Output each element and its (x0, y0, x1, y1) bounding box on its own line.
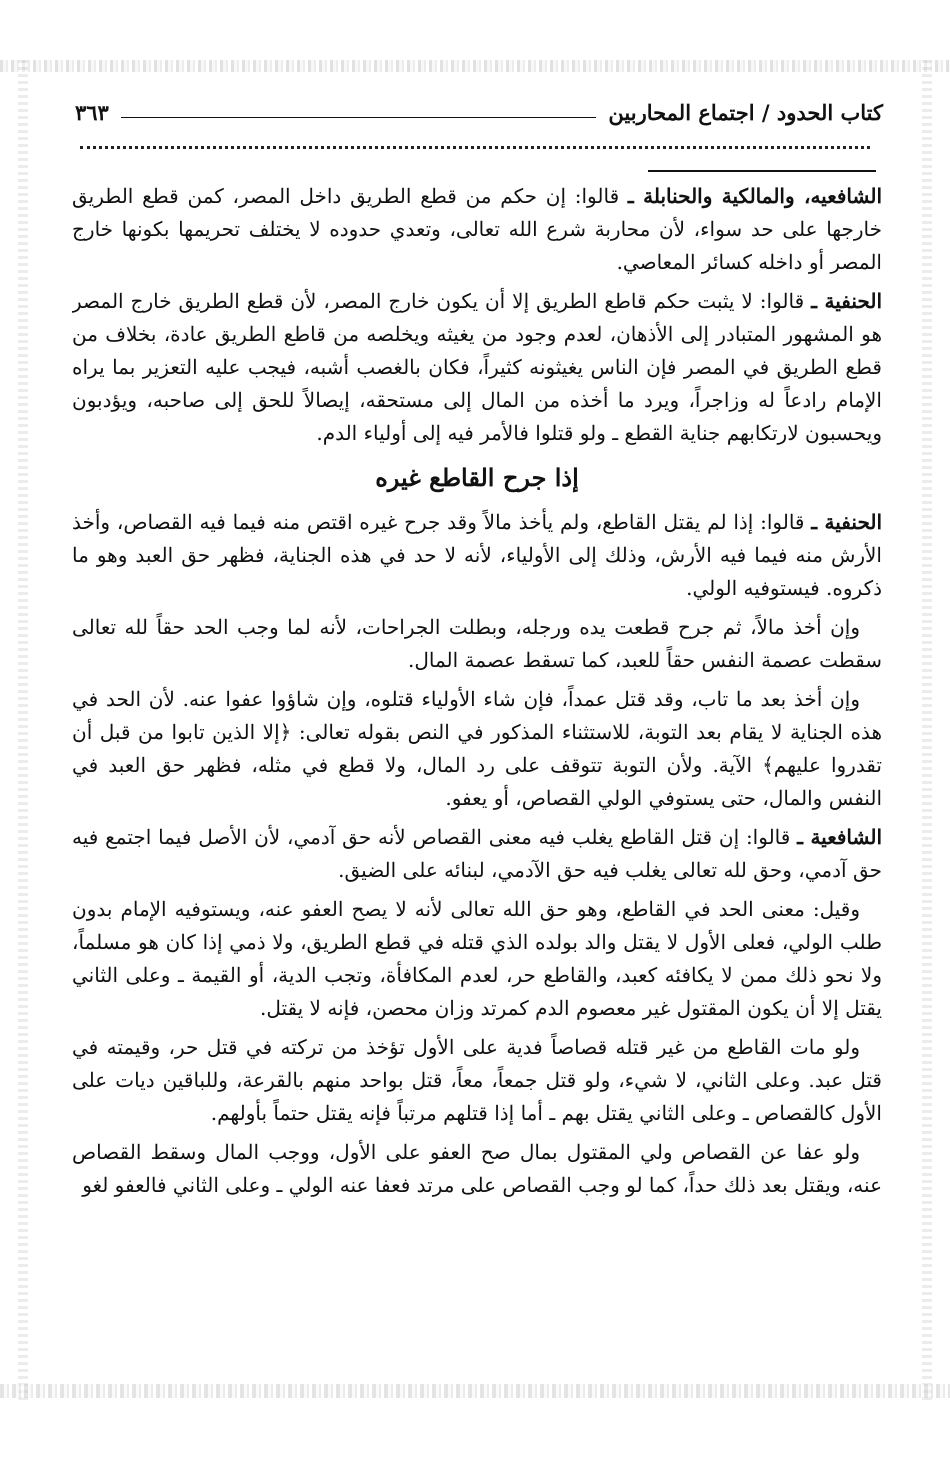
section-rule (648, 170, 876, 172)
dotted-divider (80, 146, 870, 155)
paragraph-another-view: وقيل: معنى الحد في القاطع، وهو حق الله تعالى لأنه لا يصح العفو عنه، ويستوفيه الإمام بدون طلب الولي، فعلى الأول لا يقتل والد بولده الذي قتله في قطع الطريق، ولا ذمي إذا كان هو مسلماً، ولا نحو ذلك ممن لا يكافئه كعبد، والقاطع حر، لعدم المكافأة، وتجب الدية، أو القيمة ـ وعلى الثاني يقتل إلا أن يكون المقتول غير معصوم الدم كمرتد وزان محصن، فإنه لا يقتل. (72, 897, 882, 1020)
scan-noise-bottom (0, 1384, 950, 1398)
paragraph-after-repentance: وإن أخذ بعد ما تاب، وقد قتل عمداً، فإن شاء الأولياء قتلوه، وإن شاؤوا عفوا عنه. لأن الحد في هذه الجناية لا يقام بعد التوبة، للاستثناء المذكور في النص بقوله تعالى: ﴿إلا الذين تابوا من قبل أن تقدروا عليهم﴾ الآية. ولأن التوبة تتوقف على رد المال، ولا قطع في مثله، فظهر حق العبد في النفس والمال، حتى يستوفي الولي القصاص، أو يعفو. (72, 687, 882, 810)
page-number: ٣٦٣ (75, 99, 109, 125)
running-title: كتاب الحدود / اجتماع المحاربين (608, 99, 883, 125)
scan-noise-right (922, 60, 932, 1400)
paragraph-text: قالوا: لا يثبت حكم قاطع الطريق إلا أن يكون خارج المصر، لأن قطع الطريق خارج المصر هو المشهور المتبادر إلى الأذهان، لعدم وجود من يغيثه ويخلصه من قاطع الطريق عادة، بخلاف من قطع الطريق في المصر فإن الناس يغيثونه كثيراً، فكان بالغصب أشبه، فيجب عليه التعزير بما يراه الإمام رادعاً له وزاجراً، ويرد ما أخذه من المال إلى مستحقه، إيصالاً للحق إلى صاحبه، ويؤدبون ويحسبون لارتكابهم جناية القطع ـ ولو قتلوا فالأمر فيه إلى أولياء الدم. (72, 289, 882, 445)
paragraph-shafii-maliki-hanbali (72, 180, 882, 279)
header-rule (121, 117, 597, 118)
paragraph-lead: الحنفية ـ (811, 510, 882, 534)
paragraph-hanafi-wounding (72, 506, 882, 605)
paragraph-shafii (72, 821, 882, 887)
paragraph-lead: الحنفية ـ (811, 289, 882, 313)
paragraph-text: قالوا: إذا لم يقتل القاطع، ولم يأخذ مالاً وقد جرح غيره اقتص منه فيما فيه القصاص، وأخذ الأرش منه فيما فيه الأرش، وذلك إلى الأولياء، لأنه لا حد في هذه الجناية، فظهر حق العبد وهو ما ذكروه. فيستوفيه الولي. (72, 510, 882, 600)
scan-noise-top (0, 60, 950, 72)
page-body (72, 180, 882, 1370)
section-heading: إذا جرح القاطع غيره (375, 463, 579, 492)
paragraph-hanafi (72, 285, 882, 450)
paragraph-lead: الشافعيه، والمالكية والحنابلة ـ (627, 184, 882, 208)
paragraph-death-of-robber: ولو مات القاطع من غير قتله قصاصاً فدية على الأول تؤخذ من تركته في قتل حر، وقيمته في قتل عبد. وعلى الثاني، لا شيء، ولو قتل جمعاً، معاً، قتل بواحد منهم بالقرعة، وللباقين ديات على الأول كالقصاص ـ وعلى الثاني يقتل بهم ـ أما إذا قتلهم مرتباً فإنه يقتل حتماً بأولهم. (72, 1035, 882, 1125)
scan-noise-left (18, 60, 28, 1400)
page-header (75, 92, 883, 132)
paragraph-text: قالوا: إن قتل القاطع يغلب فيه معنى القصاص لأنه حق آدمي، لأن الأصل فيما اجتمع فيه حق آدمي، وحق لله تعالى يغلب فيه حق الآدمي، لبنائه على الضيق. (72, 825, 882, 882)
paragraph-took-money: وإن أخذ مالاً، ثم جرح قطعت يده ورجله، وبطلت الجراحات، لأنه لما وجب الحد حقاً لله تعالى سقطت عصمة النفس حقاً للعبد، كما تسقط عصمة المال. (72, 615, 882, 672)
paragraph-lead: الشافعية ـ (797, 825, 882, 849)
paragraph-text: قالوا: إن حكم من قطع الطريق داخل المصر، كمن قطع الطريق خارجها على حد سواء، لأن محاربة شرع الله تعالى، وتعدي حدوده لا يختلف تحريمها بكونها خارج المصر أو داخله كسائر المعاصي. (72, 184, 882, 274)
paragraph-pardon: ولو عفا عن القصاص ولي المقتول بمال صح العفو على الأول، ووجب المال وسقط القصاص عنه، ويقتل بعد ذلك حداً، كما لو وجب القصاص على مرتد فعفا عنه الولي ـ وعلى الثاني فالعفو لغو (72, 1140, 882, 1197)
